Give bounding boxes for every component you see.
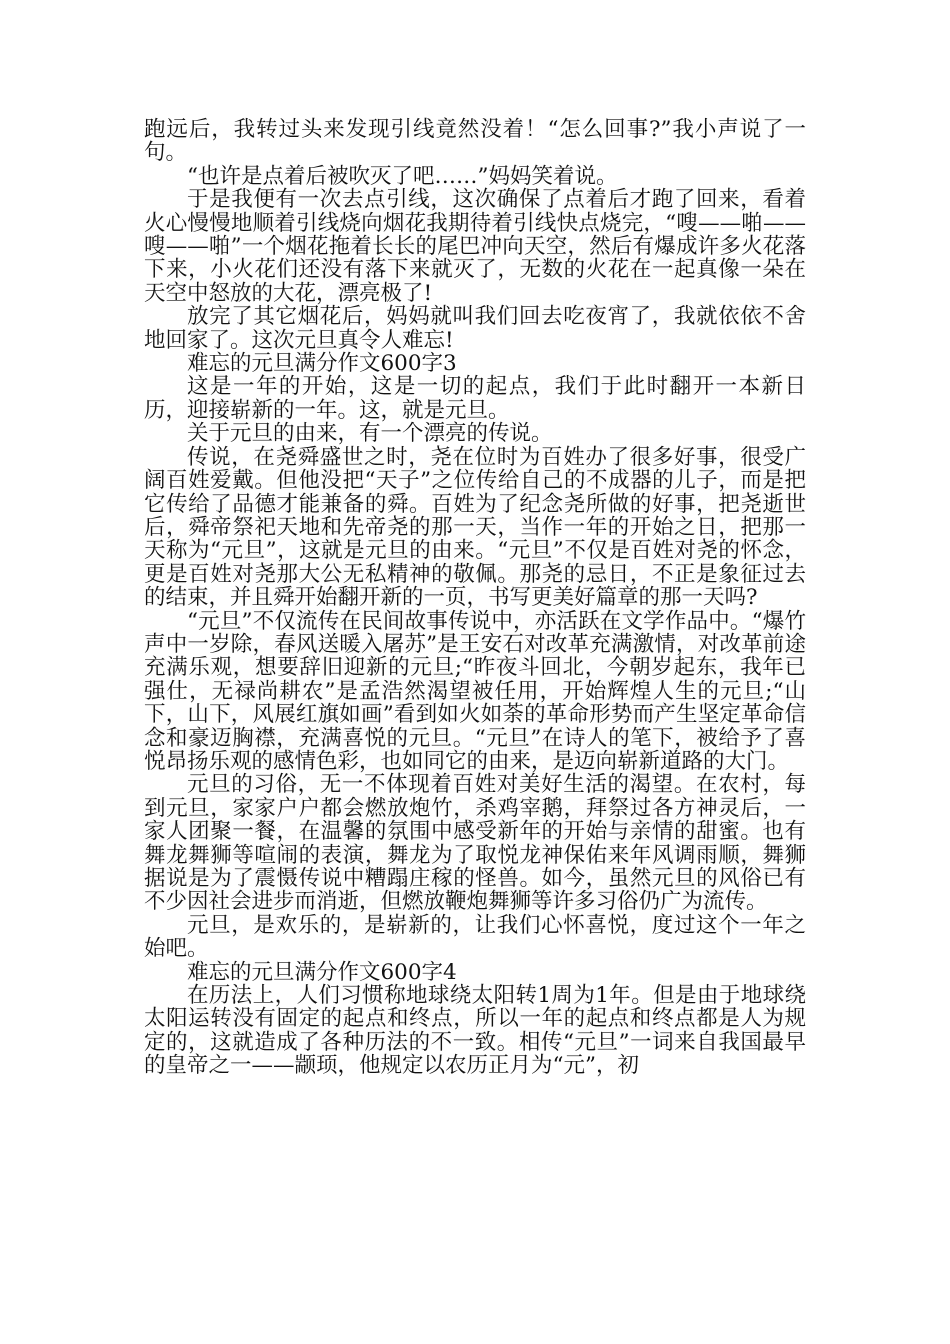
paragraph: “也许是点着后被吹灭了吧……”妈妈笑着说。: [187, 163, 618, 189]
paragraph: 关于元旦的由来，有一个漂亮的传说。: [187, 421, 553, 447]
paragraph: 元旦的习俗，无一不体现着百姓对美好生活的渴望。在农村，每到元旦，家家户户都会燃放炮竹，杀鸡宰鹅，拜祭过各方神灵后，一家人团聚一餐，在温馨的氛围中感受新年的开始与亲情的甜蜜。也有舞龙舞狮等喧闹的表演，舞龙为了取悦龙神保佑来年风调雨顺，舞狮据说是为了震慑传说中糟蹋庄稼的怪兽。如今，虽然元旦的风俗已有不少因社会进步而消逝，但燃放鞭炮舞狮等许多习俗仍广为流传。: [144, 772, 806, 915]
paragraph: 在历法上，人们习惯称地球绕太阳转1周为1年。但是由于地球绕太阳运转没有固定的起点和终点，所以一年的起点和终点都是人为规定的，这就造成了各种历法的不一致。相传“元旦”一词来自我国最早的皇帝之一——颛顼，他规定以农历正月为“元”，初: [144, 983, 806, 1079]
paragraph: 放完了其它烟花后，妈妈就叫我们回去吃夜宵了，我就依依不舍地回家了。这次元旦真令人难忘!: [144, 304, 806, 353]
paragraph: 于是我便有一次去点引线，这次确保了点着后才跑了回来，看着火心慢慢地顺着引线烧向烟花我期待着引线快点烧完，“嗖——啪——嗖——啪”一个烟花拖着长长的尾巴冲向天空，然后有爆成许多火花落下来，小火花们还没有落下来就灭了，无数的火花在一起真像一朵在天空中怒放的大花，漂亮极了!: [144, 187, 806, 306]
paragraph: 这是一年的开始，这是一切的起点，我们于此时翻开一本新日历，迎接崭新的一年。这，就是元旦。: [144, 374, 806, 423]
section-heading: 难忘的元旦满分作文600字4: [187, 959, 457, 985]
paragraph: 传说，在尧舜盛世之时，尧在位时为百姓办了很多好事，很受广阔百姓爱戴。但他没把“天子”之位传给自己的不成器的儿子，而是把它传给了品德才能兼备的舜。百姓为了纪念尧所做的好事，把尧逝世后，舜帝祭祀天地和先帝尧的那一天，当作一年的开始之日，把那一天称为“元旦”，这就是元旦的由来。“元旦”不仅是百姓对尧的怀念，更是百姓对尧那大公无私精神的敬佩。那尧的忌日，不正是象征过去的结束，并且舜开始翻开新的一页，书写更美好篇章的那一天吗?: [144, 444, 806, 611]
paragraph: 元旦，是欢乐的，是崭新的，让我们心怀喜悦，度过这个一年之始吧。: [144, 912, 806, 962]
paragraph: “元旦”不仅流传在民间故事传说中，亦活跃在文学作品中。“爆竹声中一岁除，春风送暖入屠苏”是王安石对改革充满激情，对改革前途充满乐观，想要辞旧迎新的元旦;“昨夜斗回北，今朝岁起东，我年已强仕，无禄尚耕农”是孟浩然渴望被任用，开始辉煌人生的元旦;“山下，山下，风展红旗如画”看到如火如荼的革命形势而产生坚定革命信念和豪迈胸襟，充满喜悦的元旦。“元旦”在诗人的笔下，被给予了喜悦昂扬乐观的感情色彩，也如同它的由来，是迈向崭新道路的大门。: [144, 608, 806, 774]
paragraph: 跑远后，我转过头来发现引线竟然没着！“怎么回事?”我小声说了一句。: [144, 117, 806, 166]
document-body: [144, 118, 806, 1078]
section-heading: 难忘的元旦满分作文600字3: [187, 351, 457, 377]
